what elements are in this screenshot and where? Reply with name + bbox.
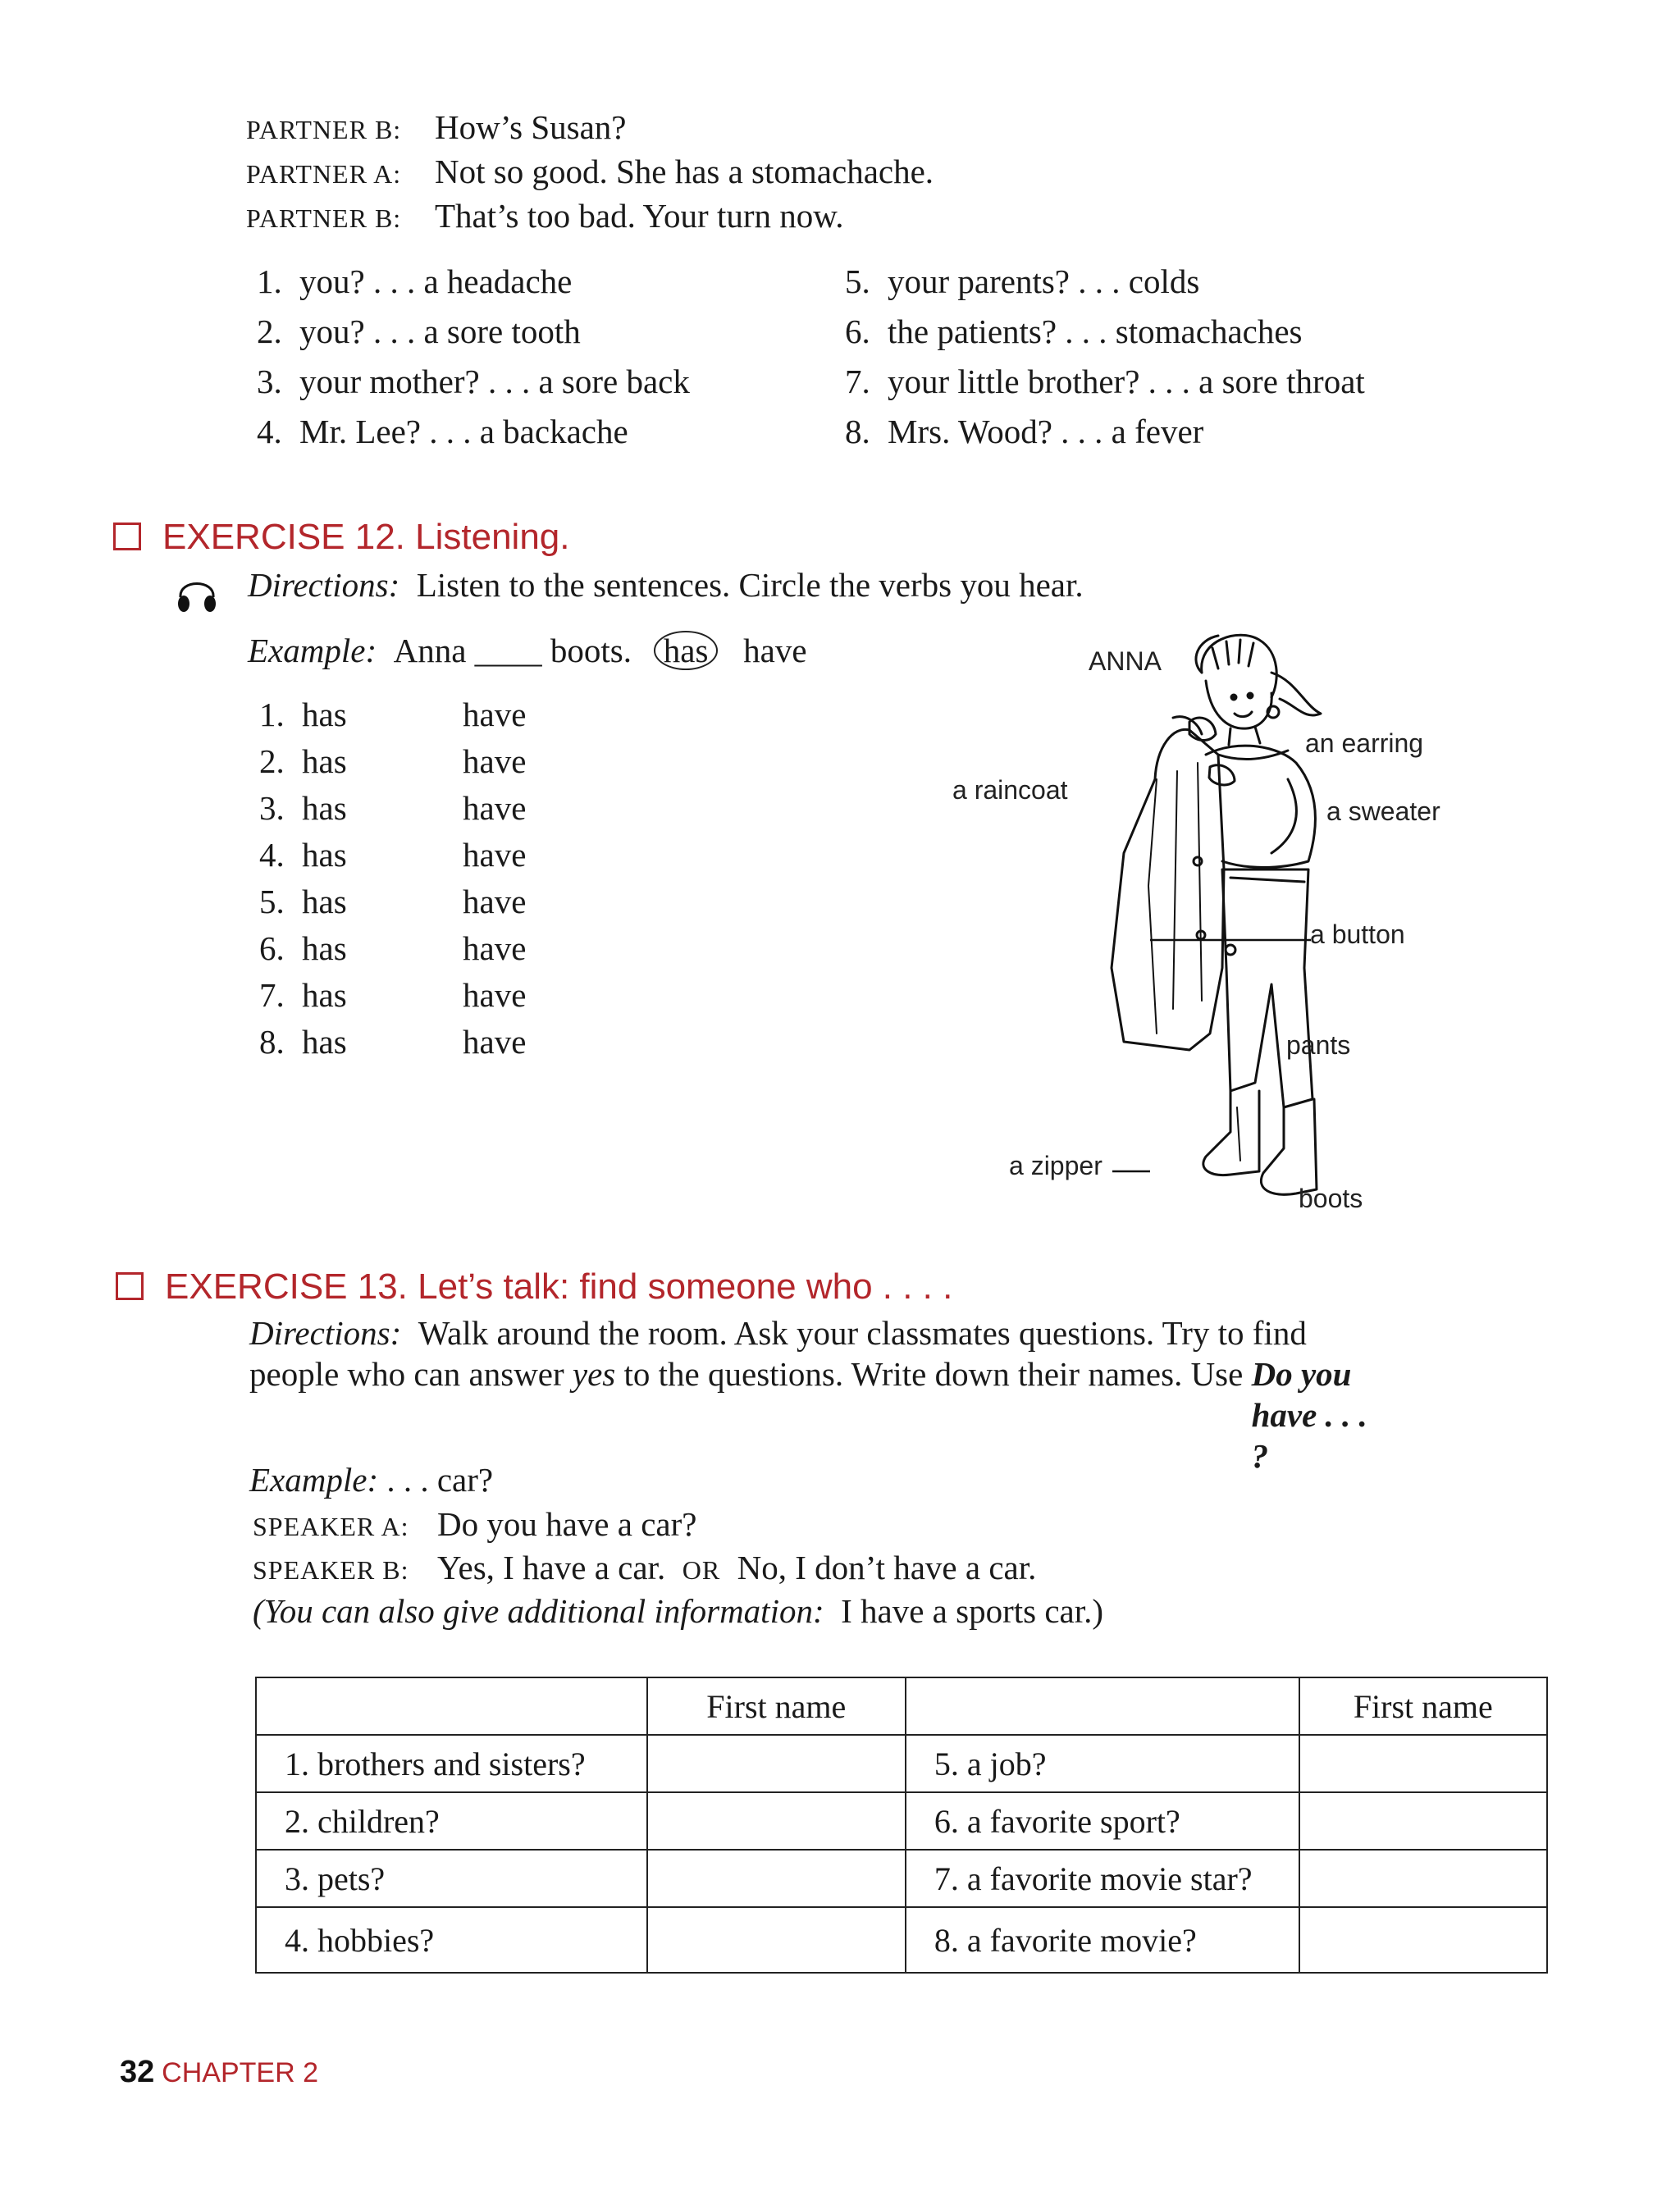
dialogue-line-3	[246, 194, 843, 240]
label-anna: ANNA	[1089, 646, 1162, 676]
list-item: 8. has have	[259, 1019, 526, 1066]
label-pants: pants	[1286, 1030, 1351, 1060]
speaker-label: PARTNER A:	[246, 159, 402, 189]
example-other: have	[743, 632, 807, 669]
list-item: 6. has have	[259, 925, 526, 972]
question-cell: 8. a favorite movie?	[906, 1907, 1299, 1973]
checkbox-icon[interactable]	[113, 523, 141, 550]
option-has[interactable]: has	[302, 1023, 347, 1061]
label-button: a button	[1310, 920, 1405, 949]
list-item: 3. has have	[259, 785, 526, 832]
column-header: First name	[647, 1677, 906, 1735]
dialogue-line-1	[246, 105, 626, 152]
option-have[interactable]: have	[463, 742, 527, 780]
question-cell: 4. hobbies?	[256, 1907, 647, 1973]
chapter-label: CHAPTER 2	[162, 2057, 318, 2088]
dialogue-text: That’s too bad. Your turn now.	[435, 197, 844, 235]
page-footer	[120, 2055, 318, 2090]
question-cell: 3. pets?	[256, 1850, 647, 1907]
question-cell: 7. a favorite movie star?	[906, 1850, 1299, 1907]
prompt-list-left	[257, 257, 690, 457]
table-row	[256, 1735, 1547, 1792]
find-someone-table	[255, 1677, 1548, 1974]
prompt-list-right	[845, 257, 1365, 457]
list-item: 4. has have	[259, 832, 526, 879]
list-item: 7. has have	[259, 972, 526, 1019]
option-has[interactable]: has	[302, 976, 347, 1014]
directions-text: Listen to the sentences. Circle the verbs you hear.	[416, 566, 1084, 604]
directions-label: Directions:	[248, 566, 400, 604]
label-boots: boots	[1299, 1184, 1363, 1213]
exercise-12-directions	[248, 563, 1084, 607]
list-item: 1. you? . . . a headache	[257, 262, 573, 300]
question-cell: 6. a favorite sport?	[906, 1792, 1299, 1850]
zipper-leader-line	[1112, 1163, 1152, 1168]
list-item: 5. your parents? . . . colds	[845, 262, 1200, 300]
option-have[interactable]: have	[463, 696, 527, 733]
list-item: 6. the patients? . . . stomachaches	[845, 313, 1303, 350]
exercise-13-example: Example: . . . car?	[249, 1461, 494, 1499]
name-input-cell[interactable]	[647, 1792, 906, 1850]
option-have[interactable]: have	[463, 883, 527, 920]
option-have[interactable]: have	[463, 789, 527, 827]
button-leader-line	[1148, 931, 1312, 934]
table-row	[256, 1850, 1547, 1907]
list-item: 7. your little brother? . . . a sore throat	[845, 363, 1365, 400]
additional-info-line: (You can also give additional information: I have a sports car.)	[253, 1592, 1104, 1630]
question-cell: 5. a job?	[906, 1735, 1299, 1792]
list-item: 3. your mother? . . . a sore back	[257, 363, 690, 400]
dialogue-text: How’s Susan?	[435, 108, 627, 146]
option-have[interactable]: have	[463, 836, 527, 874]
example-text: Anna ____ boots.	[393, 632, 632, 669]
checkbox-icon[interactable]	[116, 1272, 144, 1300]
name-input-cell[interactable]	[1299, 1907, 1547, 1973]
list-item: 2. has have	[259, 738, 526, 785]
dialogue-line-2	[246, 149, 934, 196]
list-item: 8. Mrs. Wood? . . . a fever	[845, 413, 1204, 450]
page-number: 32	[120, 2055, 155, 2089]
name-input-cell[interactable]	[1299, 1850, 1547, 1907]
headphones-icon	[176, 569, 218, 621]
name-input-cell[interactable]	[647, 1735, 906, 1792]
example-label: Example:	[248, 632, 377, 669]
label-earring: an earring	[1305, 728, 1424, 758]
name-input-cell[interactable]	[1299, 1735, 1547, 1792]
speaker-b-line: SPEAKER B: Yes, I have a car. OR No, I don’t have a car.	[253, 1549, 1037, 1586]
option-has[interactable]: has	[302, 883, 347, 920]
list-item: 5. has have	[259, 879, 526, 925]
name-input-cell[interactable]	[647, 1907, 906, 1973]
table-row	[256, 1792, 1547, 1850]
anna-illustration	[1034, 623, 1395, 1280]
option-have[interactable]: have	[463, 1023, 527, 1061]
label-raincoat: a raincoat	[952, 775, 1068, 805]
option-has[interactable]: has	[302, 742, 347, 780]
question-cell: 2. children?	[256, 1792, 647, 1850]
option-have[interactable]: have	[463, 976, 527, 1014]
list-item: 4. Mr. Lee? . . . a backache	[257, 413, 628, 450]
circled-answer: has	[654, 631, 719, 670]
exercise-13-directions: Directions: Walk around the room. Ask your classmates questions. Try to find people who can answer yes to the questions. Write down their names. Use Do you have . . . ?	[249, 1312, 1375, 1476]
speaker-label: PARTNER B:	[246, 203, 402, 233]
option-has[interactable]: has	[302, 929, 347, 967]
speaker-label: PARTNER B:	[246, 115, 402, 144]
question-cell: 1. brothers and sisters?	[256, 1735, 647, 1792]
table-header-row	[256, 1677, 1547, 1735]
exercise-12-title: EXERCISE 12. Listening.	[113, 517, 569, 558]
speaker-a-line: SPEAKER A: Do you have a car?	[253, 1505, 697, 1543]
column-header: First name	[1299, 1677, 1547, 1735]
table-row	[256, 1907, 1547, 1973]
dialogue-text: Not so good. She has a stomachache.	[435, 153, 934, 190]
option-has[interactable]: has	[302, 836, 347, 874]
exercise-12-example	[248, 628, 807, 673]
option-has[interactable]: has	[302, 789, 347, 827]
exercise-13-title: EXERCISE 13. Let’s talk: find someone who . . . .	[116, 1266, 952, 1307]
label-sweater: a sweater	[1326, 796, 1440, 826]
name-input-cell[interactable]	[647, 1850, 906, 1907]
list-item: 2. you? . . . a sore tooth	[257, 313, 581, 350]
list-item: 1. has have	[259, 691, 526, 738]
directions-bold: Do you have . . . ?	[1251, 1355, 1367, 1475]
directions-label: Directions:	[249, 1314, 402, 1352]
option-has[interactable]: has	[302, 696, 347, 733]
exercise-12-items	[259, 691, 526, 1066]
label-zipper: a zipper	[1009, 1151, 1102, 1180]
option-have[interactable]: have	[463, 929, 527, 967]
name-input-cell[interactable]	[1299, 1792, 1547, 1850]
